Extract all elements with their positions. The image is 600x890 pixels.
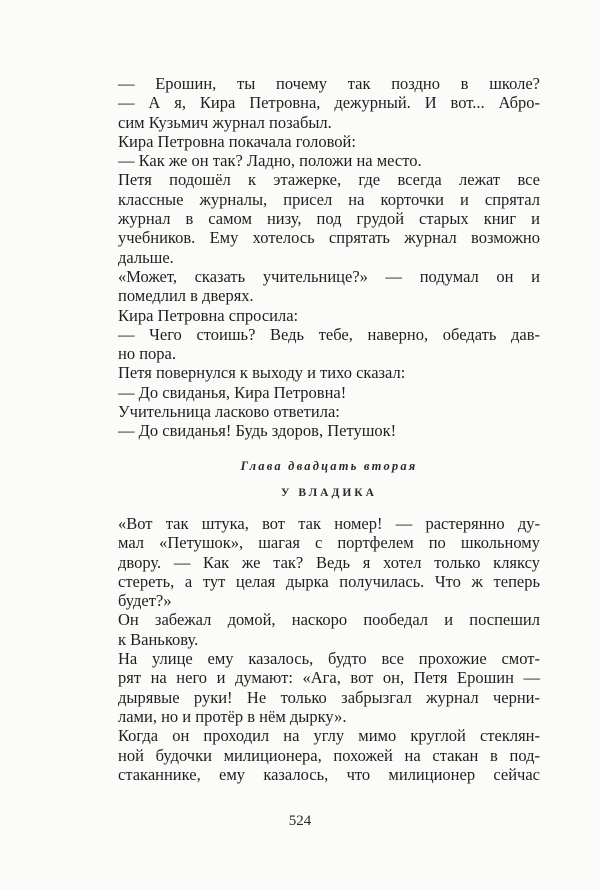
text-line: Учительница ласково ответила:: [118, 402, 340, 422]
text-line: стаканнике, ему казалось, что милиционер сейчас: [118, 764, 540, 784]
chapter-heading: Глава двадцать вторая: [240, 459, 418, 473]
text-line: классные журналы, присел на корточки и спрятал: [118, 189, 540, 209]
text-line: но пора.: [118, 344, 176, 364]
text-line: мал «Петушок», шагая с портфелем по школьному: [118, 533, 540, 553]
text-line: ной будочки милиционера, похожей на стакан в под-: [118, 745, 540, 765]
text-line: сим Кузьмич журнал позабыл.: [118, 112, 332, 132]
text-line: Он забежал домой, наскоро пообедал и поспешил: [118, 610, 540, 630]
text-line: журнал в самом низу, под грудой старых книг и: [118, 209, 540, 229]
text-line: На улице ему казалось, будто все прохожие смот-: [118, 649, 540, 669]
text-line: рят на него и думают: «Ага, вот он, Петя Ерошин —: [118, 668, 540, 688]
text-line: «Вот так штука, вот так номер! — растерянно ду-: [118, 514, 540, 533]
text-line: — Ерошин, ты почему так поздно в школе?: [118, 74, 540, 93]
text-line: «Может, сказать учительнице?» — подумал он и: [118, 266, 540, 286]
text-block-bottom: [118, 514, 540, 784]
text-line: — Чего стоишь? Ведь тебе, наверно, обедать дав-: [118, 324, 540, 344]
text-line: дырявые руки! Не только забрызгал журнал черни-: [118, 687, 540, 707]
text-line: будет?»: [118, 591, 172, 611]
text-line: Кира Петровна покачала головой:: [118, 131, 356, 151]
text-line: Петя подошёл к этажерке, где всегда лежат все: [118, 170, 540, 190]
text-line: — Как же он так? Ладно, положи на место.: [118, 151, 422, 171]
text-line: — До свиданья, Кира Петровна!: [118, 382, 347, 402]
text-line: учебников. Ему хотелось спрятать журнал возможно: [118, 228, 540, 248]
text-line: Когда он проходил на углу мимо круглой стеклян-: [118, 726, 540, 746]
text-line: лами, но и протёр в нём дырку».: [118, 706, 347, 726]
page-number: 524: [288, 813, 312, 829]
text-line: Петя повернулся к выходу и тихо сказал:: [118, 363, 406, 383]
text-line: к Ванькову.: [118, 629, 199, 649]
text-block-top: [118, 74, 540, 441]
text-line: помедлил в дверях.: [118, 286, 254, 306]
text-line: дальше.: [118, 247, 174, 267]
text-line: — До свиданья! Будь здоров, Петушок!: [118, 421, 397, 441]
text-line: — А я, Кира Петровна, дежурный. И вот... Абро-: [118, 93, 540, 113]
text-line: двору. — Как же так? Ведь я хотел только кляксу: [118, 552, 540, 572]
text-line: стереть, а тут целая дырка получилась. Что ж теперь: [118, 571, 540, 591]
chapter-title: У ВЛАДИКА: [281, 487, 377, 499]
text-line: Кира Петровна спросила:: [118, 305, 299, 325]
